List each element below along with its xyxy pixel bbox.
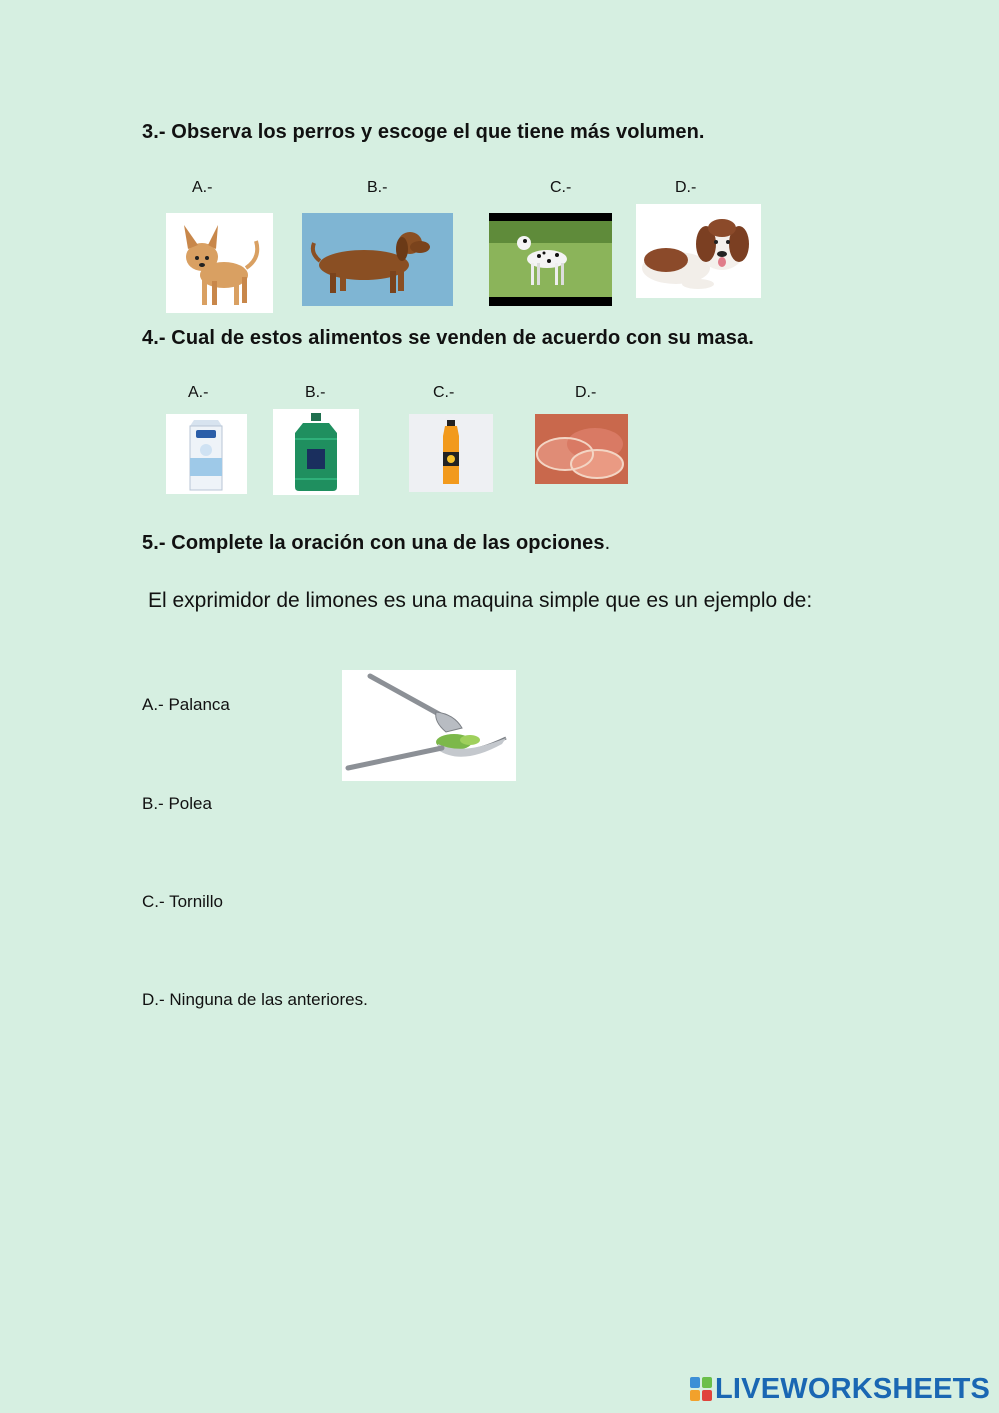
water-jug-image[interactable] [273,409,359,495]
lemon-squeezer-image[interactable] [342,670,516,781]
liveworksheets-logo [690,1373,990,1405]
saint-bernard-image[interactable] [636,204,761,298]
ham-slices-image[interactable] [535,414,628,484]
milk-carton-image[interactable] [166,414,247,494]
question-5-title-text: 5.- Complete la oración con una de las opciones [142,532,605,554]
q3-option-a-label: A.- [192,179,213,196]
question-3-title: 3.- Observa los perros y escoge el que tiene más volumen. [142,121,705,143]
liveworksheets-logo-icon [690,1377,712,1401]
question-5-title-period: . [604,532,611,554]
answer-a[interactable]: A.- Palanca [142,695,230,714]
liveworksheets-logo-text: LIVEWORKSHEETS [715,1372,991,1405]
answer-b[interactable]: B.- Polea [142,794,212,813]
q3-option-b-label: B.- [367,179,388,196]
question-4-title: 4.- Cual de estos alimentos se venden de acuerdo con su masa. [142,327,754,349]
answer-c[interactable]: C.- Tornillo [142,892,223,911]
answer-d[interactable]: D.- Ninguna de las anteriores. [142,990,368,1009]
dalmatian-image[interactable] [489,213,612,306]
q3-option-d-label: D.- [675,179,697,196]
q4-option-c-label: C.- [433,384,455,401]
dachshund-image[interactable] [302,213,453,306]
question-5-sentence: El exprimidor de limones es una maquina simple que es un ejemplo de: [148,589,813,612]
q4-option-a-label: A.- [188,384,209,401]
question-5-title [142,532,610,555]
q4-option-d-label: D.- [575,384,597,401]
juice-bottle-image[interactable] [409,414,493,492]
q3-option-c-label: C.- [550,179,572,196]
chihuahua-image[interactable] [166,213,273,313]
q4-option-b-label: B.- [305,384,326,401]
